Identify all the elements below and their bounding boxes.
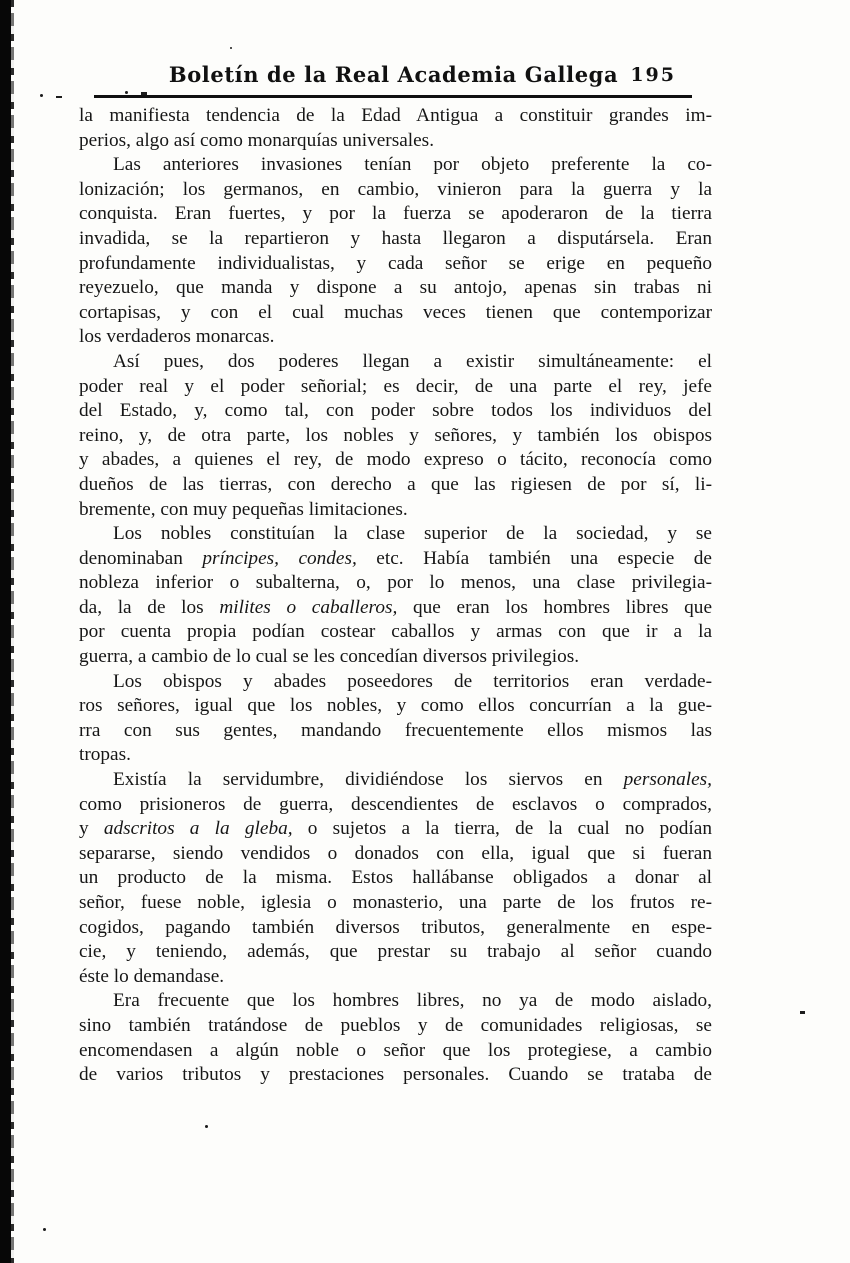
text-line: del Estado, y, como tal, con poder sobre todos los individuos del [79,400,712,422]
text-line: de varios tributos y prestaciones personales. Cuando se trataba de [79,1064,712,1086]
text-line: rra con sus gentes, mandando frecuentemente ellos mismos las [79,719,712,741]
paragraph [79,522,712,670]
text-line: reyezuelo, que manda y dispone a su antojo, apenas sin trabas ni [79,277,712,299]
paragraph [79,768,712,989]
text-line: tropas. [79,744,131,766]
scan-speck [40,94,43,97]
body-text [79,104,712,1088]
text-line: Los obispos y abades poseedores de territorios eran verdade- [113,670,712,692]
text-line: los verdaderos monarcas. [79,326,275,348]
paragraph [79,104,712,153]
scan-speck [230,47,232,49]
paragraph [79,989,712,1087]
text-line: cortapisas, y con el cual muchas veces tienen que contemporizar [79,301,712,323]
text-line: poder real y el poder señorial; es decir, de una parte el rey, jefe [79,375,712,397]
text-line: bremente, con muy pequeñas limitaciones. [79,498,408,520]
text-line: ros señores, igual que los nobles, y como ellos concurrían a la gue- [79,695,712,717]
text-line: Los nobles constituían la clase superior de la sociedad, y se [113,523,712,545]
scan-speck [56,96,62,98]
text-line: Era frecuente que los hombres libres, no ya de modo aislado, [113,990,712,1012]
text-line: da, la de los milites o caballeros, que eran los hombres libres que [79,596,713,618]
page-number: 195 [630,64,676,86]
header-rule [94,95,692,98]
text-line: reino, y, de otra parte, los nobles y señores, y también los obispos [79,424,712,446]
text-line: y adscritos a la gleba, o sujetos a la tierra, de la cual no podían [79,818,712,840]
text-line: dueños de las tierras, con derecho a que las rigiesen de por sí, li- [79,473,712,495]
text-line: señor, fuese noble, iglesia o monasterio, una parte de los frutos re- [79,892,712,913]
text-line: cogidos, pagando también diversos tributos, generalmente en espe- [79,916,712,938]
text-line: Las anteriores invasiones tenían por objeto preferente la co- [113,154,712,176]
text-line: y abades, a quienes el rey, de modo expreso o tácito, reconocía como [79,449,712,471]
page-header [95,60,692,92]
text-line: Así pues, dos poderes llegan a existir simultáneamente: el [113,350,712,372]
scan-speck [141,92,147,95]
text-line: denominaban príncipes, condes, etc. Había también una especie de [79,547,712,569]
scan-speck [800,1011,805,1014]
scan-speck [43,1228,46,1231]
text-line: un producto de la misma. Estos hallábanse obligados a donar al [79,867,712,889]
scan-speck [125,91,128,94]
text-line: profundamente individualistas, y cada señor se erige en pequeño [79,252,712,274]
paragraph [79,670,712,768]
text-line: guerra, a cambio de lo cual se les concedían diversos privilegios. [79,646,580,668]
text-line: encomendasen a algún noble o señor que los protegiese, a cambio [79,1039,712,1061]
journal-title: Boletín de la Real Academia Gallega [168,62,619,87]
text-line: éste lo demandase. [79,965,225,987]
text-line: perios, algo así como monarquías universales. [79,129,435,151]
binding-edge-bar [0,0,11,1263]
text-line: separarse, siendo vendidos o donados con ella, igual que si fueran [79,842,712,864]
text-line: sino también tratándose de pueblos y de comunidades religiosas, se [79,1014,712,1036]
paragraph [79,153,712,350]
scan-speck [205,1125,208,1128]
text-line: conquista. Eran fuertes, y por la fuerza se apoderaron de la tierra [79,203,712,225]
text-line: como prisioneros de guerra, descendientes de esclavos o comprados, [79,793,712,815]
text-line: cie, y teniendo, además, que prestar su trabajo al señor cuando [79,941,712,963]
text-line: invadida, se la repartieron y hasta llegaron a disputársela. Eran [79,227,712,249]
text-line: Existía la servidumbre, dividiéndose los siervos en personales, [113,769,712,791]
text-line: lonización; los germanos, en cambio, vinieron para la guerra y la [79,178,712,200]
text-line: la manifiesta tendencia de la Edad Antigua a constituir grandes im- [79,105,712,126]
text-line: nobleza inferior o subalterna, o, por lo menos, una clase privilegia- [79,572,712,594]
paragraph [79,350,712,522]
text-line: por cuenta propia podían costear caballos y armas con que ir a la [79,621,712,643]
